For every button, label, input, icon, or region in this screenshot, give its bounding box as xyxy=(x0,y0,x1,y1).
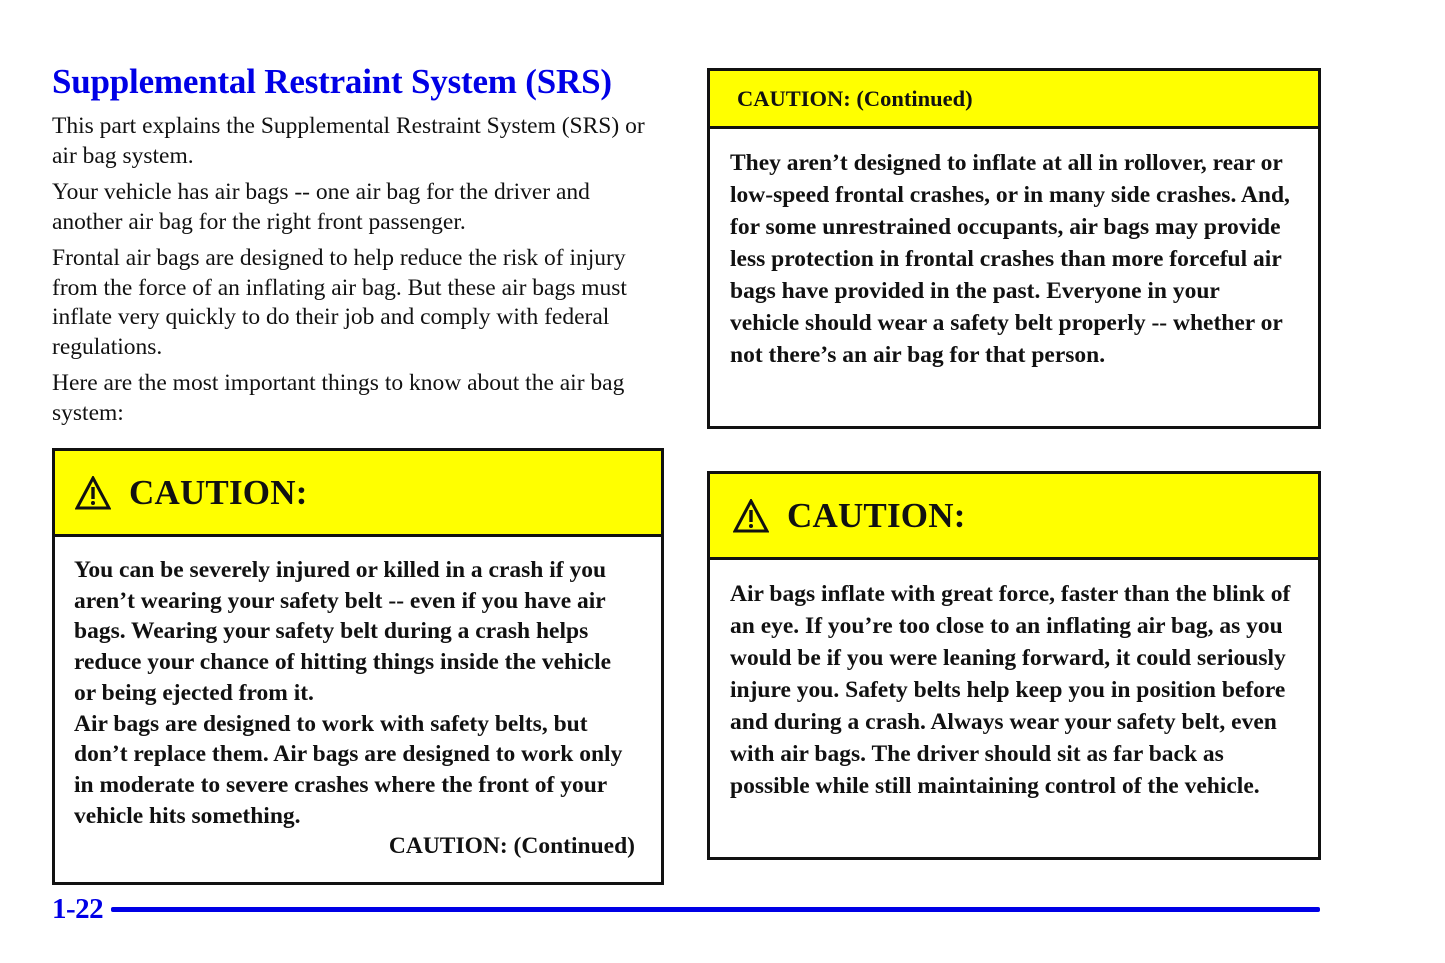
caution-continued-box xyxy=(707,68,1321,429)
caution-heading: CAUTION: xyxy=(129,472,308,512)
page-footer xyxy=(52,893,1320,926)
intro-paragraph: Your vehicle has air bags -- one air bag for the driver and another air bag for the right front passenger. xyxy=(52,179,590,235)
caution-box-airbag-belts xyxy=(52,448,664,885)
caution-header xyxy=(710,474,1318,560)
caution-paragraph: Air bags inflate with great force, faster than the blink of an eye. If you’re too close to an inflating air bag, as you would be if you were leaning forward, it could seriously injure you. Safety belts help keep you in position before and during a crash. Always wear your safety belt, even with air bags. The driver should sit as far back as possible while still maintaining control of the vehicle. xyxy=(730,581,1291,799)
caution-continued-heading: CAUTION: (Continued) xyxy=(737,85,973,111)
caution-continued-label: CAUTION: (Continued) xyxy=(388,833,635,860)
caution-heading: CAUTION: xyxy=(787,495,966,535)
caution-continued-body xyxy=(710,129,1318,371)
footer-rule-divider xyxy=(111,907,1320,912)
caution-box-inflation-force xyxy=(707,471,1321,860)
intro-paragraph: Frontal air bags are designed to help reduce the risk of injury from the force of an inflating air bag. But these air bags must inflate very quickly to do their job and comply with federal regulations. xyxy=(52,245,627,360)
intro-section xyxy=(52,112,652,435)
page-title: Supplemental Restraint System (SRS) xyxy=(52,62,612,101)
warning-triangle-icon xyxy=(733,499,769,533)
caution-paragraph: You can be severely injured or killed in a crash if you aren’t wearing your safety belt -- even if you have air bags. Wearing your safety belt during a crash helps reduce your chance of hitting things inside the vehicle or being ejected from it. xyxy=(74,557,612,706)
page-number: 1-22 xyxy=(52,893,104,925)
caution-continued-header xyxy=(710,71,1318,129)
caution-body xyxy=(55,537,661,862)
caution-header xyxy=(55,451,661,537)
caution-paragraph: Air bags are designed to work with safety belts, but don’t replace them. Air bags are designed to work only in moderate to severe crashes where the front of your vehicle hits something. xyxy=(74,710,623,829)
warning-triangle-icon xyxy=(75,476,111,510)
intro-paragraph: Here are the most important things to know about the air bag system: xyxy=(52,370,625,426)
caution-body xyxy=(710,560,1318,802)
caution-paragraph: They aren’t designed to inflate at all in rollover, rear or low-speed frontal crashes, or in many side crashes. And, for some unrestrained occupants, air bags may provide less protection in frontal crashes than more forceful air bags have provided in the past. Everyone in your vehicle should wear a safety belt properly -- whether or not there’s an air bag for that person. xyxy=(730,150,1290,368)
intro-paragraph: This part explains the Supplemental Restraint System (SRS) or air bag system. xyxy=(52,113,645,169)
